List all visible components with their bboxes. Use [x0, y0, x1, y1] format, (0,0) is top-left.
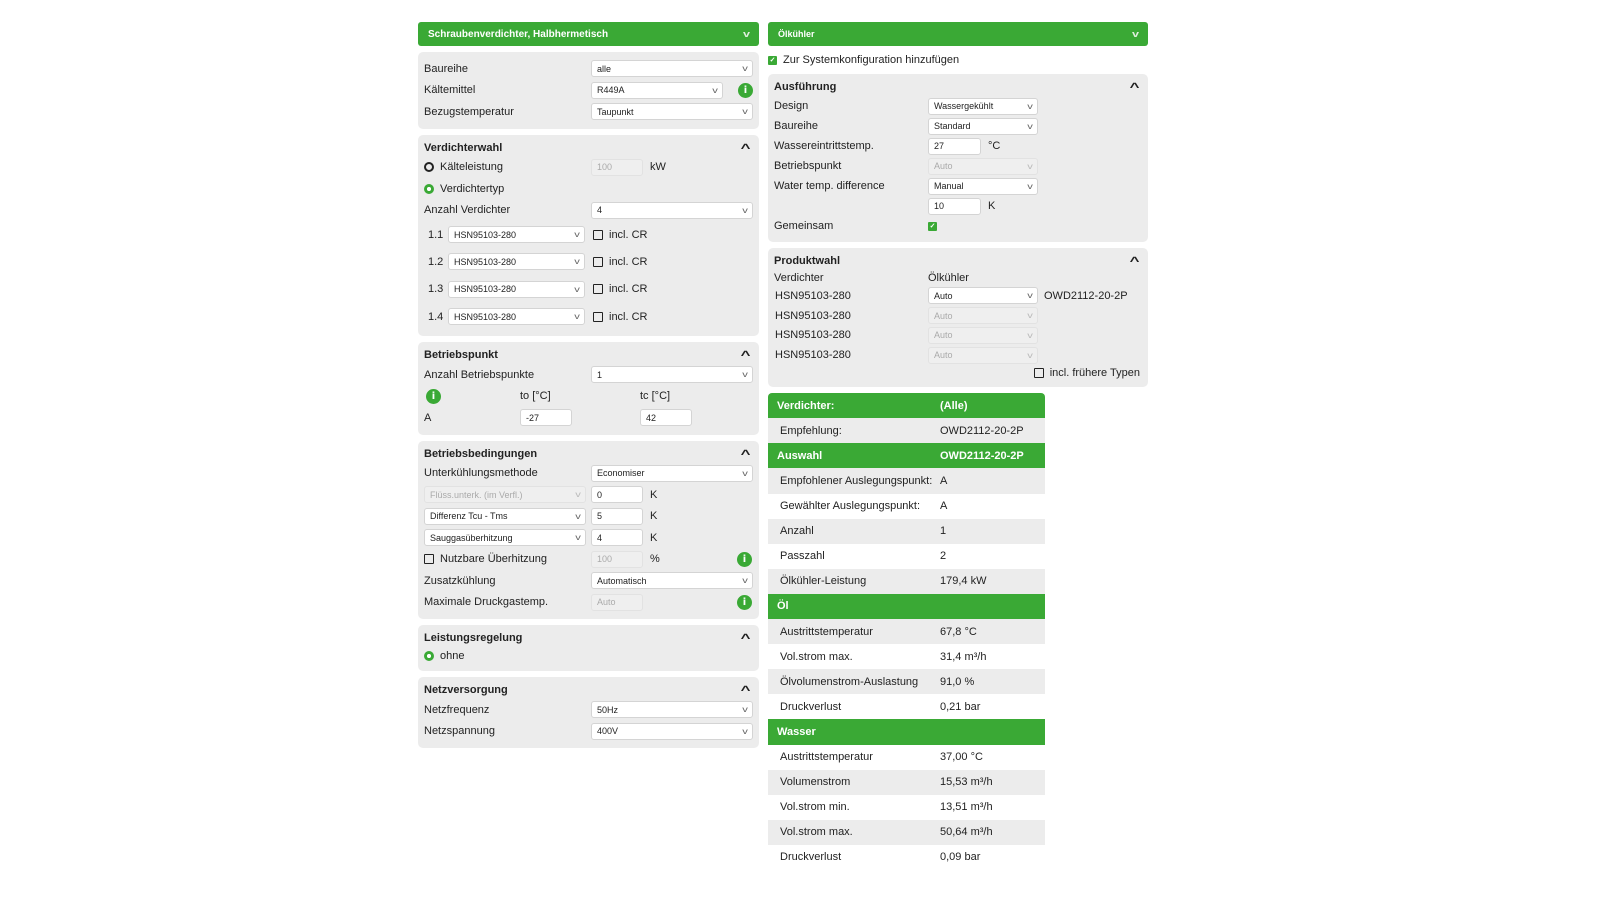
chevron-down-icon: v: [742, 468, 748, 478]
results-row: [768, 644, 1045, 669]
leistungsregelung-panel: [418, 625, 759, 671]
results-key: Vol.strom min.: [780, 801, 850, 814]
results-key: Austrittstemperatur: [780, 751, 873, 764]
chevron-down-icon: v: [1027, 161, 1033, 171]
to-label: to [°C]: [520, 390, 551, 403]
design-select[interactable]: [928, 98, 1038, 115]
nutzbare-checkbox[interactable]: [424, 553, 591, 565]
maxdruck-label: Maximale Druckgastemp.: [424, 596, 549, 609]
checkbox-icon: [593, 284, 603, 294]
results-value: 0,21 bar: [940, 700, 981, 713]
results-row: [768, 845, 1045, 870]
tc-input[interactable]: 42: [640, 409, 692, 426]
earlier-types-label: incl. frühere Typen: [1049, 367, 1140, 380]
results-value: OWD2112-20-2P: [940, 449, 1024, 462]
results-value: A: [940, 475, 948, 488]
results-row: [768, 544, 1045, 569]
chevron-up-icon[interactable]: ^: [1129, 254, 1140, 268]
ausfuehrung-title: Ausführung: [774, 81, 837, 93]
anzahl-betriebspunkte-value: 1: [597, 369, 603, 380]
chevron-down-icon: v: [1027, 291, 1033, 301]
chevron-down-icon: v: [742, 107, 748, 117]
radio-on-icon: [424, 184, 434, 194]
incl-cr-checkbox[interactable]: [593, 256, 648, 268]
leistungsregelung-header[interactable]: [424, 629, 753, 647]
baureihe-label: Baureihe: [424, 62, 469, 75]
verdichterwahl-panel: [418, 135, 759, 337]
point-label: A: [424, 411, 432, 424]
water-temp-diff-value: Manual: [934, 181, 964, 191]
results-row: [768, 694, 1045, 719]
differenz-value: Differenz Tcu - Tms: [430, 511, 508, 522]
nutzbare-label: Nutzbare Überhitzung: [440, 553, 548, 566]
chevron-down-icon: v: [742, 64, 748, 74]
verdichtertyp-label: Verdichtertyp: [440, 182, 505, 195]
anzahl-verdichter-value: 4: [597, 205, 603, 216]
baureihe-select[interactable]: [591, 60, 753, 77]
results-key: Auswahl: [777, 449, 823, 462]
differenz-unit: K: [650, 510, 658, 523]
results-key: Empfohlener Auslegungspunkt:: [780, 475, 933, 488]
results-section-header: [768, 443, 1045, 468]
info-icon[interactable]: i: [737, 595, 752, 610]
chevron-down-icon: v: [574, 230, 580, 240]
oelkuehler-select[interactable]: [928, 287, 1038, 304]
unterkuehlung-label: Unterkühlungsmethode: [424, 467, 538, 480]
produktwahl-compressor: HSN95103-280: [775, 349, 851, 362]
betriebspunkt-title: Betriebspunkt: [424, 349, 498, 362]
results-row: [768, 494, 1045, 519]
chevron-down-icon: v: [1027, 181, 1033, 191]
anzahl-verdichter-label: Anzahl Verdichter: [424, 204, 511, 217]
oelkuehler-select-value: Auto: [934, 330, 953, 341]
results-value: (Alle): [940, 399, 968, 412]
bezugstemperatur-label: Bezugstemperatur: [424, 105, 514, 118]
chevron-down-icon: v: [575, 511, 581, 521]
results-row: [768, 820, 1045, 845]
chevron-up-icon[interactable]: ^: [740, 446, 751, 461]
chevron-down-icon: v: [1027, 101, 1033, 111]
results-key: Druckverlust: [780, 851, 842, 864]
design-value: Wassergekühlt: [934, 101, 994, 111]
betriebspunkt-panel: [418, 342, 759, 435]
tc-label: tc [°C]: [640, 390, 671, 403]
chevron-up-icon[interactable]: ^: [740, 683, 751, 698]
ohne-radio[interactable]: [424, 650, 464, 662]
produktwahl-panel: [768, 248, 1148, 387]
betriebspunkt-header[interactable]: [424, 346, 753, 364]
sauggas-unit: K: [650, 531, 658, 544]
results-key: Ölvolumenstrom-Auslastung: [780, 675, 919, 688]
compressor-row: [424, 276, 753, 303]
compressor-model-select[interactable]: [448, 253, 585, 270]
water-temp-diff-label: Water temp. difference: [774, 180, 885, 192]
compressor-model-value: HSN95103-280: [454, 311, 517, 322]
chevron-down-icon: v: [742, 705, 748, 715]
oelkuehler-select-value: Auto: [934, 310, 953, 321]
fluess-unterk-select[interactable]: [424, 486, 586, 503]
gemeinsam-checkbox[interactable]: ✓: [929, 222, 936, 230]
results-key: Vol.strom max.: [780, 826, 853, 839]
oelkuehler-select[interactable]: [928, 307, 1038, 324]
compressor-type-title: Schraubenverdichter, Halbhermetisch: [428, 28, 609, 40]
add-to-config-checkbox[interactable]: [768, 46, 1148, 74]
results-value: 1: [940, 525, 947, 538]
wassereintritt-label: Wassereintrittstemp.: [774, 140, 874, 152]
oelkuehler-select-value: Auto: [934, 350, 953, 361]
chevron-down-icon: v: [712, 85, 718, 95]
incl-cr-checkbox[interactable]: [593, 283, 648, 295]
compressor-column: [418, 22, 759, 748]
incl-cr-label: incl. CR: [609, 255, 648, 268]
results-value: 179,4 kW: [940, 575, 987, 588]
netzfrequenz-label: Netzfrequenz: [424, 703, 490, 716]
unterkuehlung-value: Economiser: [597, 468, 645, 479]
baureihe-oc-select[interactable]: [928, 118, 1038, 135]
earlier-types-checkbox[interactable]: [774, 365, 1142, 381]
chevron-down-icon: v: [742, 205, 748, 215]
results-section-header: [768, 594, 1045, 619]
produktwahl-header[interactable]: [774, 252, 1142, 270]
zusatzkuehlung-select[interactable]: [591, 572, 753, 589]
col-oelkuehler: Ölkühler: [928, 272, 969, 284]
results-row: [768, 519, 1045, 544]
oelkuehler-select[interactable]: [928, 347, 1038, 364]
compressor-index: 1.4: [428, 310, 444, 323]
compressor-model-select[interactable]: [448, 281, 585, 298]
results-key: Wasser: [777, 725, 816, 738]
kaeltemittel-select[interactable]: [591, 82, 723, 99]
verdichterwahl-title: Verdichterwahl: [424, 141, 503, 154]
produktwahl-compressor: HSN95103-280: [775, 329, 851, 342]
kaeltemittel-value: R449A: [597, 85, 625, 96]
zusatzkuehlung-value: Automatisch: [597, 575, 647, 586]
wassereintritt-input[interactable]: 27: [928, 138, 981, 155]
nutzbare-unit: %: [650, 553, 660, 566]
kaelteleistung-input[interactable]: 100: [591, 159, 643, 176]
verdichtertyp-radio[interactable]: [424, 183, 591, 195]
chevron-down-icon: v: [575, 490, 581, 500]
ausfuehrung-header[interactable]: [774, 78, 1142, 96]
incl-cr-label: incl. CR: [609, 283, 648, 296]
betriebspunkt-oc-select[interactable]: [928, 158, 1038, 175]
chevron-down-icon: v: [1131, 29, 1140, 39]
results-value: 15,53 m³/h: [940, 776, 993, 789]
chevron-down-icon: v: [575, 533, 581, 543]
add-to-config-label: Zur Systemkonfiguration hinzufügen: [783, 54, 960, 66]
info-icon[interactable]: i: [738, 83, 753, 98]
chevron-down-icon: v: [742, 29, 751, 39]
chevron-down-icon: v: [574, 257, 580, 267]
results-key: Verdichter:: [777, 399, 835, 412]
produktwahl-row: [774, 326, 1142, 346]
radio-off-icon: [424, 162, 434, 172]
results-key: Austrittstemperatur: [780, 625, 873, 638]
chevron-down-icon: v: [1027, 330, 1033, 340]
zusatzkuehlung-label: Zusatzkühlung: [424, 574, 496, 587]
produktwahl-row: [774, 286, 1142, 306]
differenz-input[interactable]: 5: [591, 508, 643, 525]
betriebsbedingungen-panel: [418, 441, 759, 620]
compressor-index: 1.2: [428, 255, 444, 268]
results-key: Volumenstrom: [780, 776, 851, 789]
checkbox-checked-icon: ✓: [769, 56, 776, 64]
chevron-down-icon: v: [1027, 350, 1033, 360]
chevron-down-icon: v: [742, 370, 748, 380]
col-verdichter: Verdichter: [774, 272, 824, 284]
water-temp-diff-input[interactable]: 10: [928, 198, 981, 215]
results-value: 67,8 °C: [940, 625, 977, 638]
leistungsregelung-title: Leistungsregelung: [424, 632, 523, 645]
produktwahl-compressor: HSN95103-280: [775, 289, 851, 302]
chevron-down-icon: v: [742, 726, 748, 736]
ohne-label: ohne: [440, 650, 465, 663]
compressor-model-value: HSN95103-280: [454, 229, 517, 240]
checkbox-icon: [1034, 368, 1044, 378]
netzversorgung-title: Netzversorgung: [424, 684, 508, 697]
chevron-up-icon[interactable]: ^: [740, 348, 751, 363]
compressor-row: [424, 248, 753, 275]
chevron-up-icon[interactable]: ^: [740, 631, 751, 646]
results-value: 13,51 m³/h: [940, 801, 993, 814]
oelkuehler-select[interactable]: [928, 327, 1038, 344]
results-key: Empfehlung:: [780, 424, 842, 437]
maxdruck-input[interactable]: Auto: [591, 594, 643, 611]
kaelteleistung-unit: kW: [650, 161, 666, 174]
oelkuehler-select-value: Auto: [934, 290, 953, 301]
incl-cr-checkbox[interactable]: [593, 229, 648, 241]
results-value: 91,0 %: [940, 675, 975, 688]
fluess-unterk-unit: K: [650, 488, 658, 501]
checkbox-icon: [593, 257, 603, 267]
netzversorgung-panel: [418, 677, 759, 748]
compressor-row: [424, 303, 753, 330]
bezugstemperatur-value: Taupunkt: [597, 106, 634, 117]
results-value: 2: [940, 550, 947, 563]
fluess-unterk-value: Flüss.unterk. (im Verfl.): [430, 489, 523, 500]
results-row: [768, 745, 1045, 770]
chevron-down-icon: v: [574, 284, 580, 294]
fluess-unterk-input[interactable]: 0: [591, 486, 643, 503]
results-value: 50,64 m³/h: [940, 826, 993, 839]
anzahl-verdichter-select[interactable]: [591, 202, 753, 219]
compressor-model-select[interactable]: [448, 226, 585, 243]
incl-cr-label: incl. CR: [609, 228, 648, 241]
compressor-type-dropdown[interactable]: [418, 22, 759, 46]
unterkuehlung-select[interactable]: [591, 465, 753, 482]
checkbox-icon: [593, 230, 603, 240]
results-section-header: [768, 393, 1045, 418]
results-row: [768, 770, 1045, 795]
baureihe-oc-value: Standard: [934, 121, 971, 131]
compressor-index: 1.1: [428, 228, 444, 241]
oelkuehler-result: OWD2112-20-2P: [1044, 289, 1128, 302]
results-value: 37,00 °C: [940, 751, 983, 764]
chevron-up-icon[interactable]: ^: [740, 140, 751, 155]
produktwahl-title: Produktwahl: [774, 255, 841, 267]
anzahl-betriebspunkte-select[interactable]: [591, 366, 753, 383]
netzfrequenz-select[interactable]: [591, 701, 753, 718]
oil-cooler-title: Ölkühler: [778, 29, 815, 39]
general-panel: [418, 52, 759, 129]
kaelteleistung-label: Kälteleistung: [440, 161, 503, 174]
differenz-select[interactable]: [424, 508, 586, 525]
results-row: [768, 569, 1045, 594]
compressor-model-value: HSN95103-280: [454, 256, 517, 267]
results-key: Ölkühler-Leistung: [780, 575, 867, 588]
betriebsbedingungen-header[interactable]: [424, 445, 753, 463]
oil-cooler-column: [768, 22, 1148, 870]
compressor-row: [424, 221, 753, 248]
chevron-down-icon: v: [1027, 311, 1033, 321]
sauggas-input[interactable]: 4: [591, 529, 643, 546]
results-row: [768, 669, 1045, 694]
results-key: Gewählter Auslegungspunkt:: [780, 500, 921, 513]
results-table: [768, 393, 1045, 870]
results-key: Anzahl: [780, 525, 814, 538]
compressor-index: 1.3: [428, 283, 444, 296]
oil-cooler-dropdown[interactable]: [768, 22, 1148, 46]
netzspannung-label: Netzspannung: [424, 725, 495, 738]
ausfuehrung-panel: [768, 74, 1148, 242]
kaelteleistung-radio[interactable]: [424, 161, 591, 173]
results-row: [768, 418, 1045, 443]
water-temp-diff-select[interactable]: [928, 178, 1038, 195]
chevron-down-icon: v: [742, 576, 748, 586]
water-temp-diff-unit: K: [988, 200, 996, 212]
netzspannung-select[interactable]: [591, 723, 753, 740]
chevron-down-icon: v: [1027, 121, 1033, 131]
sauggas-select[interactable]: [424, 529, 586, 546]
info-icon[interactable]: i: [737, 552, 752, 567]
betriebsbedingungen-title: Betriebsbedingungen: [424, 447, 538, 460]
results-section-header: [768, 719, 1045, 744]
checkbox-icon: [424, 554, 434, 564]
results-value: OWD2112-20-2P: [940, 424, 1024, 437]
compressor-model-value: HSN95103-280: [454, 284, 517, 295]
netzversorgung-header[interactable]: [424, 681, 753, 699]
chevron-down-icon: v: [574, 312, 580, 322]
baureihe-value: alle: [597, 63, 612, 74]
checkbox-icon: [593, 312, 603, 322]
kaeltemittel-label: Kältemittel: [424, 84, 476, 97]
results-value: 0,09 bar: [940, 851, 981, 864]
results-value: 31,4 m³/h: [940, 650, 987, 663]
chevron-up-icon[interactable]: ^: [1129, 80, 1140, 94]
wassereintritt-unit: °C: [988, 140, 1001, 152]
results-key: Passzahl: [780, 550, 825, 563]
betriebspunkt-oc-label: Betriebspunkt: [774, 160, 842, 172]
incl-cr-label: incl. CR: [609, 310, 648, 323]
nutzbare-input[interactable]: 100: [591, 551, 643, 568]
design-label: Design: [774, 100, 809, 112]
baureihe-label: Baureihe: [774, 120, 819, 132]
betriebspunkt-oc-value: Auto: [934, 161, 953, 171]
verdichterwahl-header[interactable]: [424, 139, 753, 157]
produktwahl-row: [774, 306, 1142, 326]
results-key: Öl: [777, 600, 789, 613]
bezugstemperatur-select[interactable]: [591, 103, 753, 120]
produktwahl-row: [774, 345, 1142, 365]
produktwahl-compressor: HSN95103-280: [775, 309, 851, 322]
compressor-model-select[interactable]: [448, 308, 585, 325]
netzspannung-value: 400V: [597, 726, 619, 737]
netzfrequenz-value: 50Hz: [597, 704, 619, 715]
to-input[interactable]: -27: [520, 409, 572, 426]
results-row: [768, 619, 1045, 644]
sauggas-value: Sauggasüberhitzung: [430, 532, 513, 543]
results-key: Vol.strom max.: [780, 650, 853, 663]
results-row: [768, 795, 1045, 820]
radio-on-icon: [424, 651, 434, 661]
gemeinsam-label: Gemeinsam: [774, 220, 834, 232]
results-value: A: [940, 500, 948, 513]
incl-cr-checkbox[interactable]: [593, 311, 648, 323]
results-row: [768, 468, 1045, 493]
anzahl-betriebspunkte-label: Anzahl Betriebspunkte: [424, 368, 535, 381]
info-icon[interactable]: i: [426, 389, 441, 404]
results-key: Druckverlust: [780, 700, 842, 713]
